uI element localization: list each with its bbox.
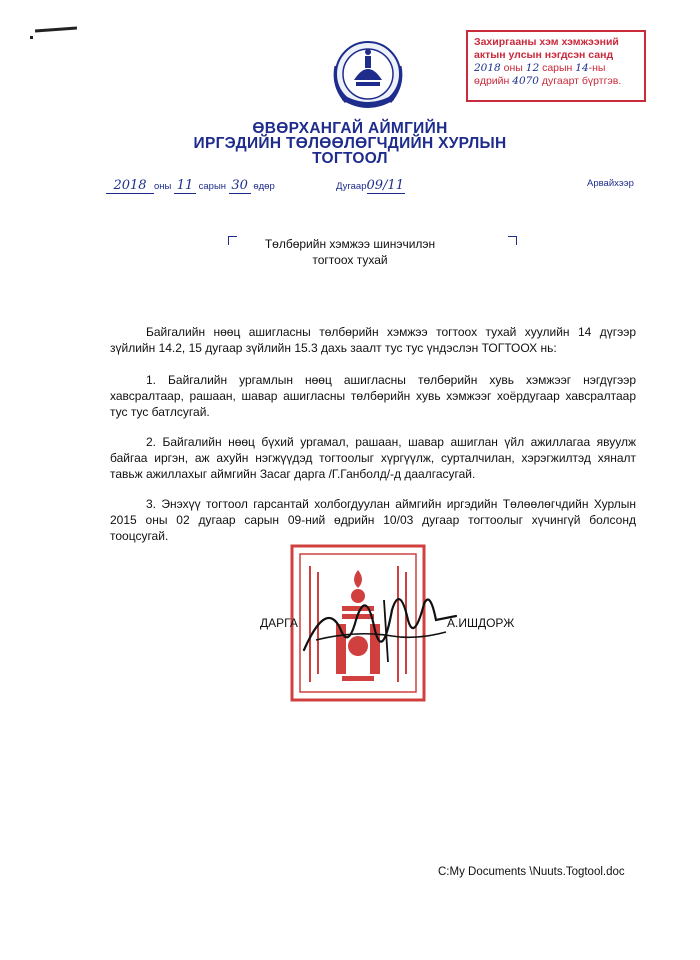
registration-stamp bbox=[466, 30, 646, 102]
reg-stamp-line1: Захиргааны хэм хэмжээний bbox=[474, 36, 619, 48]
date-year-label: оны bbox=[154, 181, 172, 192]
reg-stamp-year-suffix: оны bbox=[503, 62, 523, 74]
reg-stamp-line4-suffix: дугаарт бүртгэв. bbox=[541, 75, 622, 87]
state-emblem-icon bbox=[332, 36, 404, 118]
number-value: 09/11 bbox=[366, 178, 404, 193]
document-number bbox=[336, 178, 405, 194]
document-date bbox=[106, 178, 275, 194]
date-year: 2018 bbox=[106, 178, 154, 194]
document-city: Арвайхээр bbox=[587, 178, 634, 189]
reg-stamp-line2: актын улсын нэгдсэн санд bbox=[474, 49, 614, 61]
subject-line2: тогтоох тухай bbox=[312, 253, 388, 267]
signatory-title: ДАРГА bbox=[260, 616, 298, 630]
scan-mark bbox=[35, 27, 77, 33]
handwritten-signature bbox=[296, 580, 466, 670]
date-day-label: өдөр bbox=[253, 181, 275, 192]
date-day: 30 bbox=[229, 178, 251, 194]
body-paragraph-2: 2. Байгалийн нөөц бүхий ургамал, рашаан, шавар ашиглан үйл ажиллагаа явуулж байгаа иргэн, аж ахуйн нэгжүүдэд тогтоолыг хүргүүлж, сурталчилан, хэрэгжилтэд хяналт тавьж ажиллахыг аймгийн Засаг дарга /Г.Ганболд/-д даалгасугай. bbox=[110, 435, 636, 481]
org-name-line2: ИРГЭДИЙН ТӨЛӨӨЛӨГЧДИЙН ХУРЛЫН bbox=[193, 135, 507, 152]
reg-stamp-number-line bbox=[474, 75, 638, 88]
reg-stamp-month: 12 bbox=[525, 62, 540, 74]
scan-dot bbox=[30, 36, 33, 39]
reg-stamp-day: 14 bbox=[575, 62, 589, 74]
body-paragraph-preamble: Байгалийн нөөц ашигласны төлбөрийн хэмжээ тогтоох тухай хуулийн 14 дүгээр зүйлийн 14.2, 15 дугаар зүйлийн 15.3 дахь заалт тус тус үндэслэн ТОГТООХ нь: bbox=[110, 325, 636, 355]
subject-line1: Төлбөрийн хэмжээ шинэчилэн bbox=[264, 237, 436, 251]
document-type: ТОГТООЛ bbox=[312, 150, 388, 167]
date-month: 11 bbox=[174, 178, 196, 194]
signatory-name: А.ИШДОРЖ bbox=[447, 616, 515, 630]
body-paragraph-1: 1. Байгалийн ургамлын нөөц ашигласны төлбөрийн хувь хэмжээг нэгдүгээр хавсралтаар, рашаан, шавар ашигласны төлбөрийн хувь хэмжээг хоёрдугаар хавсралтаар тус тус батлсугай. bbox=[110, 373, 636, 419]
org-name-line1: ӨВӨРХАНГАЙ АЙМГИЙН bbox=[252, 120, 448, 137]
reg-stamp-number: 4070 bbox=[512, 75, 539, 87]
reg-stamp-date bbox=[474, 62, 638, 75]
reg-stamp-month-suffix: сарын bbox=[542, 62, 573, 74]
reg-stamp-year: 2018 bbox=[474, 62, 501, 74]
body-paragraph-3: 3. Энэхүү тогтоол гарсантай холбогдуулан аймгийн иргэдийн Төлөөлөгчдийн Хурлын 2015 оны 02 дугаар сарын 09-ний өдрийн 10/03 дугаар тогтоолыг хүчингүй болсонд тооцсугай. bbox=[110, 497, 636, 543]
number-label: Дугаар bbox=[336, 181, 367, 192]
date-month-label: сарын bbox=[198, 181, 227, 192]
file-path: C:My Documents \Nuuts.Togtool.doc bbox=[438, 866, 625, 878]
reg-stamp-line4-prefix: өдрийн bbox=[474, 75, 510, 87]
reg-stamp-day-suffix: -ны bbox=[588, 62, 606, 74]
